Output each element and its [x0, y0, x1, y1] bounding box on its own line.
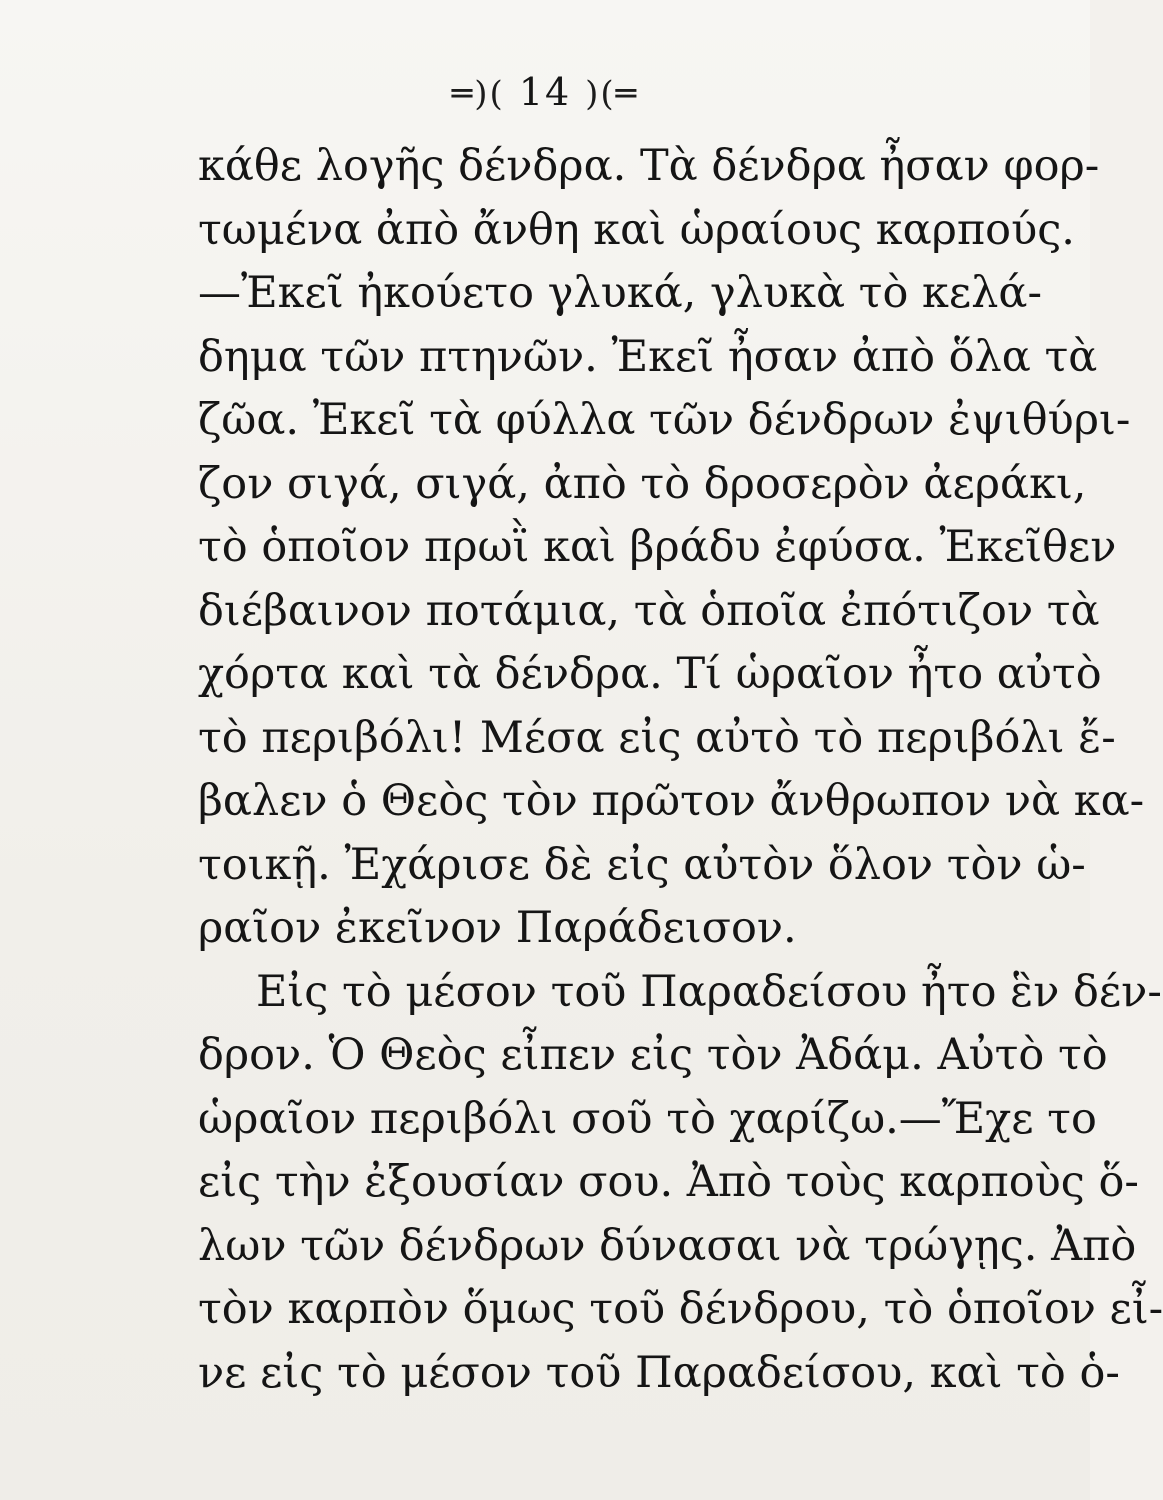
- text-line: νε εἰς τὸ μέσον τοῦ Παραδείσου, καὶ τὸ ὁ-: [198, 1347, 1120, 1398]
- text-line: τὸν καρπὸν ὅμως τοῦ δένδρου, τὸ ὁποῖον εἶ-: [198, 1284, 1163, 1334]
- text-line: εἰς τὴν ἐξουσίαν σου. Ἀπὸ τοὺς καρποὺς ὅ-: [198, 1157, 1139, 1207]
- text-line: τωμένα ἀπὸ ἄνθη καὶ ὡραίους καρπούς.: [198, 204, 1075, 255]
- text-line: δρον. Ὁ Θεὸς εἶπεν εἰς τὸν Ἀδάμ. Αὐτὸ τὸ: [198, 1030, 1108, 1080]
- header-ornament-right: )(═: [585, 74, 639, 114]
- body-text: [198, 135, 1163, 1405]
- text-line: τὸ ὁποῖον πρωῒ καὶ βράδυ ἐφύσα. Ἐκεῖθεν: [198, 522, 1117, 572]
- text-line: ὡραῖον περιβόλι σοῦ τὸ χαρίζω.—Ἔχε το: [198, 1093, 1097, 1144]
- text-line: χόρτα καὶ τὰ δένδρα. Τί ὡραῖον ἦτο αὐτὸ: [198, 649, 1102, 699]
- text-line: ζον σιγά, σιγά, ἀπὸ τὸ δροσερὸν ἀεράκι,: [198, 458, 1087, 509]
- text-line: κάθε λογῆς δένδρα. Τὰ δένδρα ἦσαν φορ-: [198, 141, 1100, 191]
- page-number: 14: [518, 70, 572, 114]
- text-line: Εἰς τὸ μέσον τοῦ Παραδείσου ἦτο ἓν δέν-: [256, 966, 1162, 1017]
- page-header: [0, 70, 1090, 114]
- text-line: δημα τῶν πτηνῶν. Ἐκεῖ ἦσαν ἀπὸ ὅλα τὰ: [198, 331, 1098, 382]
- text-line: βαλεν ὁ Θεὸς τὸν πρῶτον ἄνθρωπον νὰ κα-: [198, 776, 1145, 826]
- text-line: τὸ περιβόλι! Μέσα εἰς αὐτὸ τὸ περιβόλι ἔ-: [198, 712, 1116, 763]
- text-line: λων τῶν δένδρων δύνασαι νὰ τρώγῃς. Ἀπὸ: [198, 1220, 1137, 1271]
- paragraph-2: [198, 961, 1163, 1406]
- text-line: —Ἐκεῖ ἠκούετο γλυκά, γλυκὰ τὸ κελά-: [198, 268, 1042, 318]
- text-line: ζῶα. Ἐκεῖ τὰ φύλλα τῶν δένδρων ἐψιθύρι-: [198, 395, 1131, 445]
- paragraph-1: [198, 135, 1145, 961]
- text-line: διέβαινον ποτάμια, τὰ ὁποῖα ἐπότιζον τὰ: [198, 585, 1100, 636]
- text-line: ραῖον ἐκεῖνον Παράδεισον.: [198, 903, 797, 953]
- header-ornament-left: ═)(: [451, 74, 505, 114]
- text-line: τοικῇ. Ἐχάρισε δὲ εἰς αὐτὸν ὅλον τὸν ὡ-: [198, 839, 1086, 890]
